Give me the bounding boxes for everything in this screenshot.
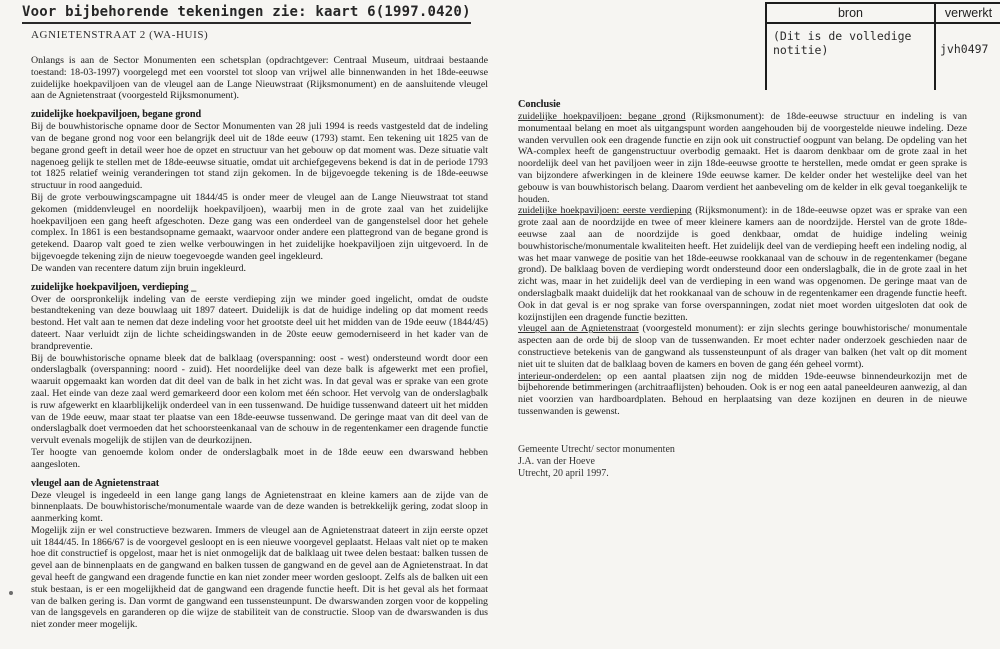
signature-block xyxy=(518,444,967,480)
conclusion-item xyxy=(518,371,967,418)
conclusion-item-lead: vleugel aan de Agnietenstraat xyxy=(518,323,639,335)
right-column xyxy=(518,99,967,480)
info-table-column-verwerkt xyxy=(934,4,1000,90)
section-heading-verdieping: zuidelijke hoekpaviljoen, verdieping _ xyxy=(31,281,197,293)
section-paragraph: Bij de bouwhistorische opname door de Sector Monumenten van 28 juli 1994 is reeds vastgesteld dat de indeling van de begane grond nog voor een belangrijk deel uit de 18de eeuw (1793) stamt. Een tekening uit 1825 van de begane grond geeft in detail weer hoe de opzet en structuur van het gebouw op dat moment was. Deze situatie valt nagenoeg gelijk te stellen met de 18de-eeuwse situatie, omdat uit archiefgegevens bekend is dat in de periode 1793 tot 1825 relatief weinig veranderingen tot stand zijn gekomen. In de bijgevoegde tekening is de 18de-eeuwse structuur in rood aangeduid. xyxy=(31,121,488,192)
section-paragraph: Mogelijk zijn er wel constructieve bezwaren. Immers de vleugel aan de Agnietenstraat dateert in zijn eerste opzet uit 1844/45. In 1866/67 is de voorgevel gesloopt en is een nieuwe voorgevel geplaatst. Helaas valt niet op te maken hoe dit constructief is opgelost, maar het is niet onmogelijk dat de balklaag uit twee delen bestaat: balken tussen de gevel aan de binnenplaats en de gangwand en balken tussen de gangwand en de gevel aan de Agnietenstraat. In dat geval heeft de gangwand een dragende functie en kan niet zonder meer worden gesloopt. Zelfs als de balken uit een stuk bestaan, is er een mogelijkheid dat de gangwand een dragende functie heeft. Dit is het geval als het formaat van de balken gering is. Dan vormt de gangwand een tussensteunpunt. De dwarswanden zorgen voor de koppeling van de langsgevels en garanderen op die wijze de stabiliteit van de constructie. Sloop van de dwarswanden is dus niet zonder meer mogelijk. xyxy=(31,524,488,631)
info-table-header-verwerkt: verwerkt xyxy=(936,4,1000,24)
conclusion-item-lead: zuidelijke hoekpaviljoen: eerste verdieping xyxy=(518,205,692,217)
section-heading-vleugel-agnietenstraat: vleugel aan de Agnietenstraat xyxy=(31,477,160,489)
section-paragraph: Over de oorspronkelijk indeling van de eerste verdieping zijn we minder goed ingelicht, omdat de oudste bestandtekening van deze bouwlaag uit 1897 dateert. Duidelijk is dat de huidige indeling op dat moment reeds bestond. Het valt aan te nemen dat deze indeling voor het grootste deel uit het midden van de 19de eeuw (1844/45) dateert. Naar verluidt zijn de lichte scheidingswanden in de 20ste eeuw gemoderniseerd in het kader van de brandpreventie. xyxy=(31,293,488,352)
conclusion-item-text: (Rijksmonument): in de 18de-eeuwse opzet was er sprake van een grote zaal aan de noordzijde en twee of meer kleinere kamers aan de noordzijde. Herstel van de grote 18de-eeuwse zaal aan de noordzijde is goed denkbaar, omdat de huidige indeling weinig bouwhistorische/monumentale kwaliteiten heeft. Het zuidelijk deel van de verdieping heeft een indeling nodig, al was het maar vanwege de positie van het 18de-eeuwse rookkanaal van de schouw in de regentenkamer (begane grond). De balklaag boven de verdieping wordt ondersteund door een onderslagbalk, die in de grote zaal in het zicht was, maar in het zuidelijk deel van de verdieping in een wand was opgenomen. De geringe maat van de onderslagbalk maakt duidelijk dat het rookkanaal van de schouw in de regentenkamer een dragende functie heeft. Ook in dat geval is er nog sprake van forse overspanningen, zodat niet moet worden uitgesloten dat ook de kozijnstijlen een dragende functie bezitten. xyxy=(518,205,968,323)
signature-author: J.A. van der Hoeve xyxy=(518,455,595,467)
conclusion-item xyxy=(518,323,967,370)
conclusion-item-text: (voorgesteld monument): er zijn slechts geringe bouwhistorische/ monumentale aspecten aan de orde bij de sloop van de tussenwanden. Er moet echter nader onderzoek geschieden naar de constructieve betekenis van de gangwand als tussensteunpunt of als drager van balken (het valt op dit moment niet uit te sluiten dat de balklaag boven de kamers en boven de gang één geheel vormt). xyxy=(518,323,967,370)
section-paragraph: Ter hoogte van genoemde kolom onder de onderslagbalk moet in de 18de eeuw een dwarswand hebben aangesloten. xyxy=(31,446,488,470)
section-paragraph: Bij de grote verbouwingscampagne uit 1844/45 is onder meer de vleugel aan de Lange Nieuwstraat tot stand gekomen (middenvleugel en noordelijk hoekpaviljoen), waarbij men in de grote zaal van het zuidelijke hoekpaviljoen een gang heeft afgeschoten. Deze gang was een onderdeel van de gangenstelsel door het gehele complex. In 1861 is een bestandsopname gemaakt, waarvoor onder andere een plattegrond van de begane grond is getekend. Daarop valt goed te zien welke verbouwingen in het zuidelijke hoekpaviljoen zijn uitgevoerd. In de bijgevoegde tekening zijn de nieuw toegevoegde wanden geel ingekleurd. xyxy=(31,191,488,262)
source-info-table xyxy=(765,2,1000,90)
conclusion-item-text: op een aantal plaatsen zijn nog de midden 19de-eeuwse binnendeurkozijn met de bijbehorende betimmeringen (architraaflijsten) behouden. Ook is er nog een aatal paneeldeuren aanwezig, al dan niet voorzien van hardboardplaten. Behoud en herplaatsing van deze kozijnen en deuren in de nieuwe tussenwanden is gewenst. xyxy=(518,370,967,417)
document-title: AGNIETENSTRAAT 2 (WA-HUIS) xyxy=(31,29,209,41)
section-paragraph: De wanden van recentere datum zijn bruin ingekleurd. xyxy=(31,262,246,274)
conclusion-heading: Conclusie xyxy=(518,99,561,110)
conclusion-item xyxy=(518,111,967,205)
conclusion-item-lead: zuidelijke hoekpaviljoen: begane grond xyxy=(518,111,686,122)
conclusion-item xyxy=(518,205,967,323)
section-paragraph: Deze vleugel is ingedeeld in een lange gang langs de Agnietenstraat en kleine kamers aan de zijde van de binnenplaats. De bouwhistorische/monumentale waarde van de deze wanden is betrekkelijk gering, zodat sloop in aanmerking komt. xyxy=(31,489,488,525)
left-column xyxy=(31,29,488,631)
info-table-header-bron: bron xyxy=(767,4,934,24)
section-paragraph: Bij de bouwhistorische opname bleek dat de balklaag (overspanning: oost - west) ondersteund wordt door een onderslagbalk (overspanning: noord - zuid). Het noordelijke deel van deze balk is afgewerkt met een profiel, waaruit opgemaakt kan worden dat dit deel van de balk in het zicht was. In dat geval was er sprake van een grote zaal. Het einde van deze zaal werd gemarkeerd door een kolom met één schoor. Het vervolg van de onderslagbalk is ruw afgewerkt en klaarblijkelijk onderdeel van in een tussenwand. De huidige tussenwand dateert uit het midden van de 19de eeuw, maar staat ter plaatse van een 18de-eeuwse tussenwand. De geringe maat van dit deel van de onderslagbalk doet vermoeden dat het schoorsteenkanaal van de schouw in de regentenkamer een dragende functie vervult evenals mogelijk de stijlen van de deurkozijnen. xyxy=(31,352,488,447)
info-table-cell-verwerkt: jvh0497 xyxy=(940,42,989,56)
info-table-cell-bron: (Dit is de volledige notitie) xyxy=(773,29,912,57)
info-table-column-bron xyxy=(767,4,934,90)
scan-artifact-dot xyxy=(9,591,13,595)
section-heading-begane-grond: zuidelijke hoekpaviljoen, begane grond xyxy=(31,109,202,121)
conclusion-item-lead: interieur-onderdelen: xyxy=(518,370,602,382)
conclusion-item-text: (Rijksmonument): de 18de-eeuwse structuur en indeling is van monumentaal belang en moet als uitgangspunt worden aangehouden bij de voorgestelde nieuwe indeling. Deze wanden vervullen ook een dragende functie en zijn ook uit constructief oogpunt van belang. De opdeling van het WA-complex heeft de gangenstructuur overbodig gemaakt. Het is daarom denkbaar om de grote zaal in het noordelijk deel van het paviljoen weer in zijn 18de-eeuwse grootte te herstellen, mede omdat er geen sprake is van bijzondere afwerkingen in de kleinere 19de eeuwse kamer. De kelder onder het westelijke deel van het gebouw is van bouwhistorisch belang. Daarom verdient het aanbeveling om de kelder in elk geval toegankelijk te houden. xyxy=(518,111,967,205)
page-title: Voor bijbehorende tekeningen zie: kaart 6(1997.0420) xyxy=(22,4,471,24)
signature-date: Utrecht, 20 april 1997. xyxy=(518,467,609,479)
signature-organization: Gemeente Utrecht/ sector monumenten xyxy=(518,443,675,455)
intro-paragraph: Onlangs is aan de Sector Monumenten een schetsplan (opdrachtgever: Centraal Museum, uitdraai bestaande toestand: 18-03-1997) voorgelegd met een voorstel tot sloop van vrijwel alle binnenwanden in het 18de-eeuwse zuidelijke hoekpaviljoen van de vleugel aan de Lange Nieuwstraat (Rijksmonument) en de aansluitende vleugel aan de Agnietenstraat (voorgesteld Rijksmonument). xyxy=(31,55,488,102)
